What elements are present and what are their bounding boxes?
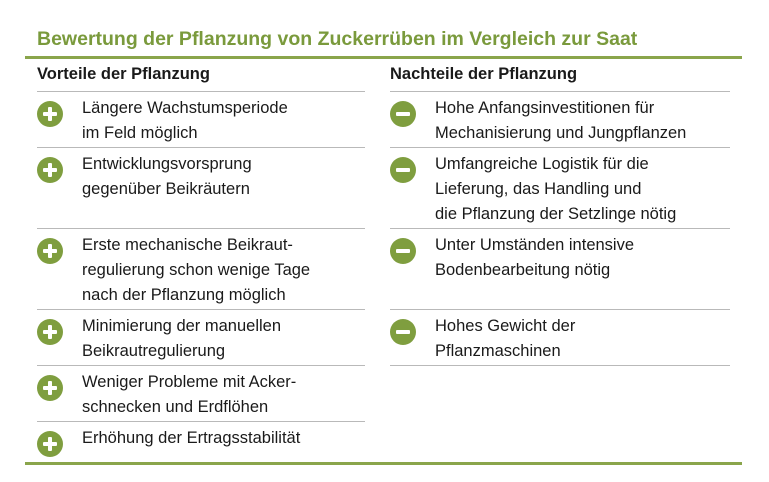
advantage-text: Längere Wachstumsperiode im Feld möglich xyxy=(82,99,288,142)
plus-circle-icon xyxy=(37,101,63,127)
plus-circle-icon xyxy=(37,431,63,457)
disadvantages-heading: Nachteile der Pflanzung xyxy=(390,58,730,92)
plus-circle-icon xyxy=(37,319,63,345)
plus-circle-icon xyxy=(37,238,63,264)
disadvantage-item xyxy=(390,148,730,229)
advantage-text: Weniger Probleme mit Acker- schnecken und Erdflöhen xyxy=(82,373,297,416)
disadvantage-item xyxy=(390,92,730,148)
advantage-text: Erste mechanische Beikraut- regulierung schon wenige Tage nach der Pflanzung möglich xyxy=(82,236,311,304)
minus-circle-icon xyxy=(390,101,416,127)
advantage-text: Minimierung der manuellen Beikrautregulierung xyxy=(82,317,282,360)
advantage-text: Erhöhung der Ertragsstabilität xyxy=(82,429,301,447)
disadvantage-text: Hohes Gewicht der Pflanzmaschinen xyxy=(435,317,576,360)
disadvantage-item xyxy=(390,229,730,310)
disadvantage-text: Unter Umständen intensive Bodenbearbeitung nötig xyxy=(435,236,635,279)
advantage-item xyxy=(37,229,365,310)
table-title: Bewertung der Pflanzung von Zuckerrüben im Vergleich zur Saat xyxy=(37,28,638,50)
advantage-item xyxy=(37,310,365,366)
advantage-item xyxy=(37,366,365,422)
minus-circle-icon xyxy=(390,238,416,264)
minus-circle-icon xyxy=(390,157,416,183)
advantages-column xyxy=(37,58,365,464)
advantage-item xyxy=(37,92,365,148)
plus-circle-icon xyxy=(37,375,63,401)
advantage-item xyxy=(37,422,365,464)
advantage-item xyxy=(37,148,365,229)
plus-circle-icon xyxy=(37,157,63,183)
disadvantage-text: Hohe Anfangsinvestitionen für Mechanisierung und Jungpflanzen xyxy=(435,99,687,142)
minus-circle-icon xyxy=(390,319,416,345)
disadvantage-item xyxy=(390,310,730,366)
bottom-rule xyxy=(25,462,742,465)
advantage-text: Entwicklungsvorsprung gegenüber Beikräutern xyxy=(82,155,252,198)
disadvantages-column xyxy=(390,58,730,366)
advantages-heading: Vorteile der Pflanzung xyxy=(37,58,365,92)
disadvantage-text: Umfangreiche Logistik für die Lieferung, das Handling und die Pflanzung der Setzlinge nötig xyxy=(435,155,677,223)
